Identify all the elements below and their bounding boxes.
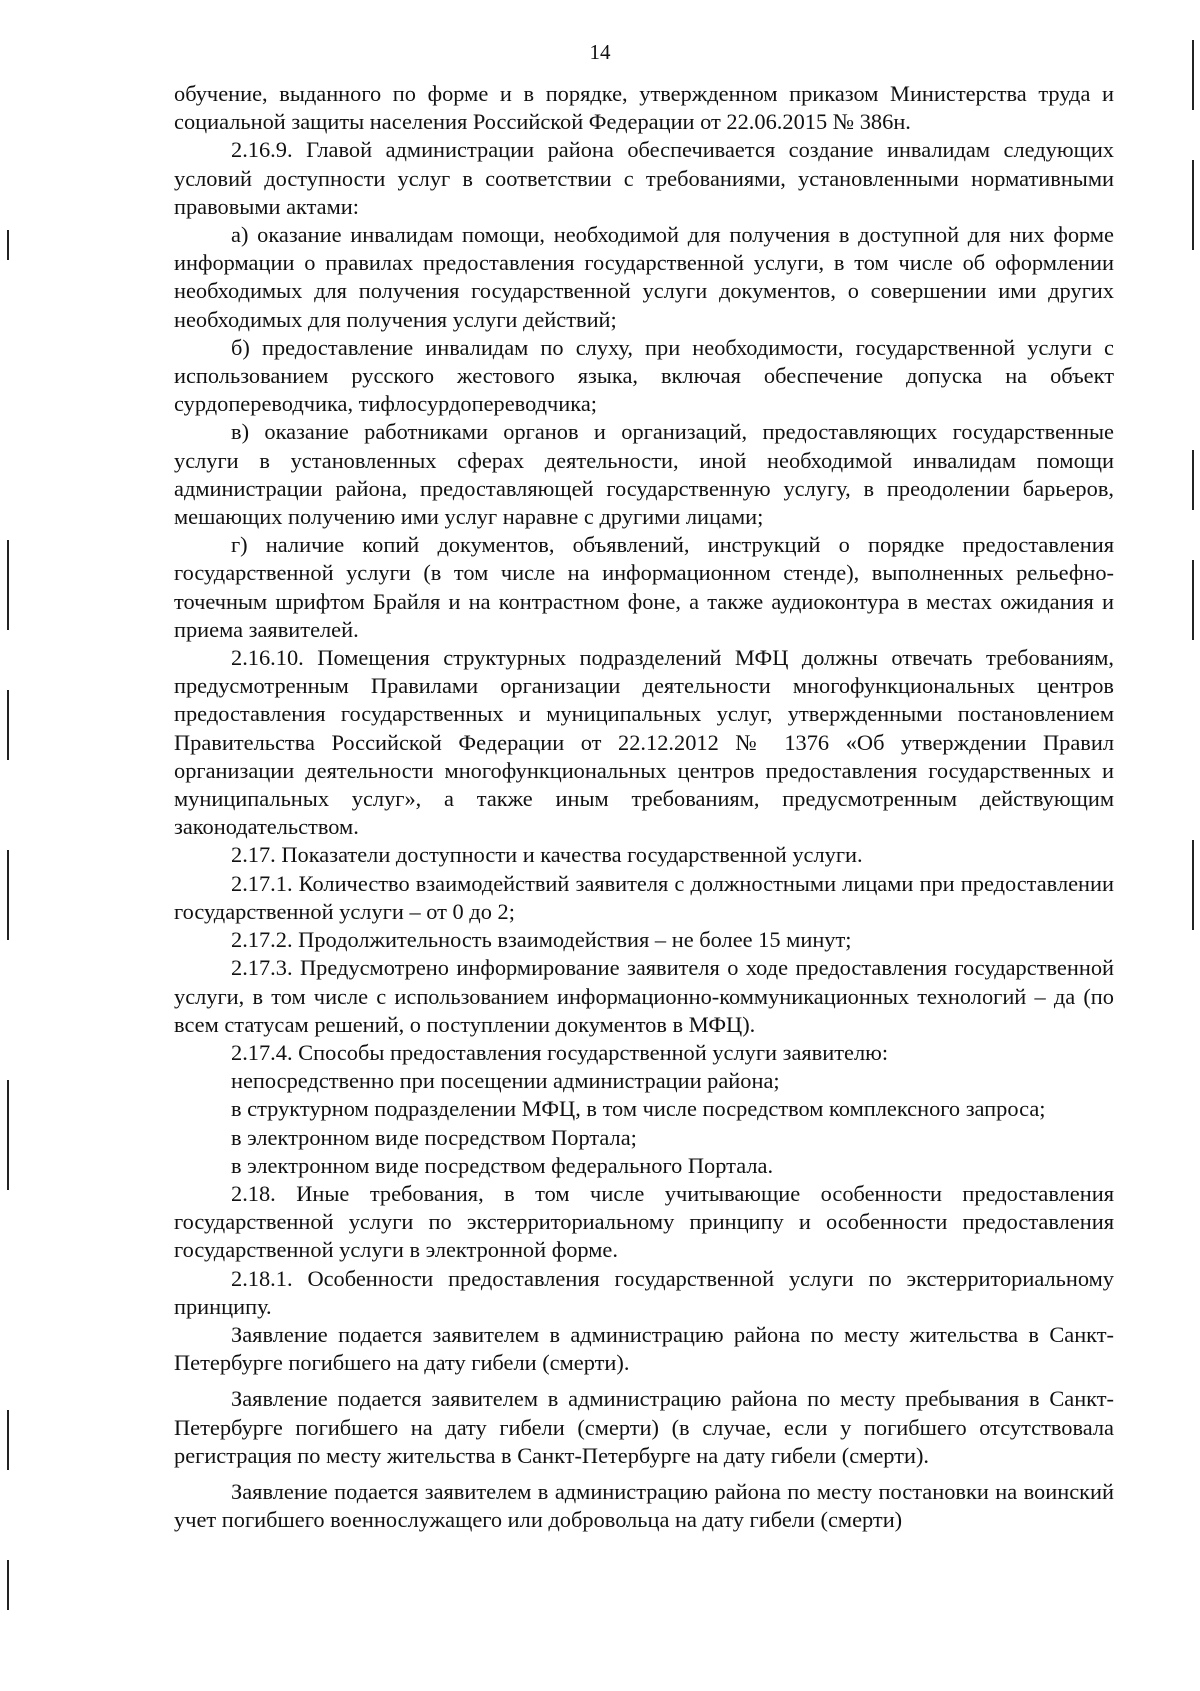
paragraph-item-b: б) предоставление инвалидам по слуху, при необходимости, государственной услуги с использованием русского жестового языка, включая обеспечение допуска на объект сурдопереводчика, тифлосурдопереводчика; [174, 334, 1114, 417]
scan-mark-left-1 [7, 230, 9, 260]
paragraph-2-17-1: 2.17.1. Количество взаимодействий заявителя с должностными лицами при предоставлении государственной услуги – от 0 до 2; [174, 870, 1114, 924]
page-number: 14 [589, 40, 611, 64]
paragraph-item-a: а) оказание инвалидам помощи, необходимой для получения в доступной для них форме информации о правилах предоставления государственной услуги, в том числе об оформлении необходимых для получения государственной услуги документов, о совершении ими других необходимых для получения услуги действий; [174, 222, 1114, 332]
scan-mark-left-5 [7, 1080, 9, 1190]
paragraph-stay: Заявление подается заявителем в администрацию района по месту пребывания в Санкт-Петербурге погибшего на дату гибели (смерти) (в случае, если у погибшего отсутствовала регистрация по месту жительства в Санкт-Петербурге на дату гибели (смерти). [174, 1386, 1114, 1468]
paragraph-residence: Заявление подается заявителем в администрацию района по месту жительства в Санкт-Петербурге погибшего на дату гибели (смерти). [174, 1321, 1114, 1376]
list-item-federal-portal: в электронном виде посредством федерального Портала. [231, 1152, 774, 1178]
paragraph-2-18: 2.18. Иные требования, в том числе учитывающие особенности предоставления государственной услуги по экстерриториальному принципу и особенности предоставления государственной услуги в электронной форме. [174, 1180, 1114, 1263]
paragraph-2-16-10: 2.16.10. Помещения структурных подразделений МФЦ должны отвечать требованиям, предусмотренным Правилами организации деятельности многофункциональных центров предоставления государственных и муниципальных услуг, утвержденными постановлением Правительства Российской Федерации от 22.12.2012 № 1376 «Об утверждении Правил организации деятельности многофункциональных центров предоставления государственных и муниципальных услуг», а также иным требованиям, предусмотренным действующим законодательством. [174, 645, 1114, 840]
paragraph-continuation: обучение, выданного по форме и в порядке, утвержденном приказом Министерства труда и социальной защиты населения Российской Федерации от 22.06.2015 № 386н. [174, 81, 1114, 135]
scan-mark-left-7 [7, 1560, 9, 1610]
paragraph-2-17-4: 2.17.4. Способы предоставления государственной услуги заявителю: [231, 1039, 889, 1065]
scan-mark-right-2 [1192, 160, 1194, 250]
scan-mark-left-4 [7, 850, 9, 940]
scan-mark-left-2 [7, 540, 9, 630]
paragraph-2-17-2: 2.17.2. Продолжительность взаимодействия – не более 15 минут; [231, 927, 852, 953]
document-body [174, 80, 1114, 1534]
list-item-portal: в электронном виде посредством Портала; [231, 1124, 637, 1150]
scan-mark-right-5 [1192, 840, 1194, 930]
scan-mark-left-3 [7, 690, 9, 760]
paragraph-2-18-1: 2.18.1. Особенности предоставления государственной услуги по экстерриториальному принципу. [174, 1265, 1114, 1319]
paragraph-item-v: в) оказание работниками органов и организаций, предоставляющих государственные услуги в установленных сферах деятельности, иной необходимой инвалидам помощи администрации района, предоставляющей государственную услугу, в преодолении барьеров, мешающих получению ими услуг наравне с другими лицами; [174, 419, 1114, 530]
scan-mark-right-3 [1192, 450, 1194, 510]
list-item-in-person: непосредственно при посещении администрации района; [231, 1068, 780, 1094]
list-item-mfc: в структурном подразделении МФЦ, в том числе посредством комплексного запроса; [231, 1096, 1046, 1122]
paragraph-military-registration: Заявление подается заявителем в администрацию района по месту постановки на воинский учет погибшего военнослужащего или добровольца на дату гибели (смерти) [174, 1478, 1114, 1533]
scan-mark-right-4 [1192, 560, 1194, 640]
paragraph-2-17: 2.17. Показатели доступности и качества государственной услуги. [231, 842, 863, 868]
paragraph-2-16-9: 2.16.9. Главой администрации района обеспечивается создание инвалидам следующих условий доступности услуг в соответствии с требованиями, установленными нормативными правовыми актами: [174, 137, 1114, 219]
paragraph-2-17-3: 2.17.3. Предусмотрено информирование заявителя о ходе предоставления государственной услуги, в том числе с использованием информационно-коммуникационных технологий – да (по всем статусам решений, о поступлении документов в МФЦ). [174, 955, 1114, 1037]
scan-mark-left-6 [7, 1410, 9, 1470]
scan-mark-right-1 [1192, 40, 1194, 110]
paragraph-item-g: г) наличие копий документов, объявлений, инструкций о порядке предоставления государственной услуги (в том числе на информационном стенде), выполненных рельефно-точечным шрифтом Брайля и на контрастном фоне, а также аудиоконтура в местах ожидания и приема заявителей. [174, 532, 1114, 642]
